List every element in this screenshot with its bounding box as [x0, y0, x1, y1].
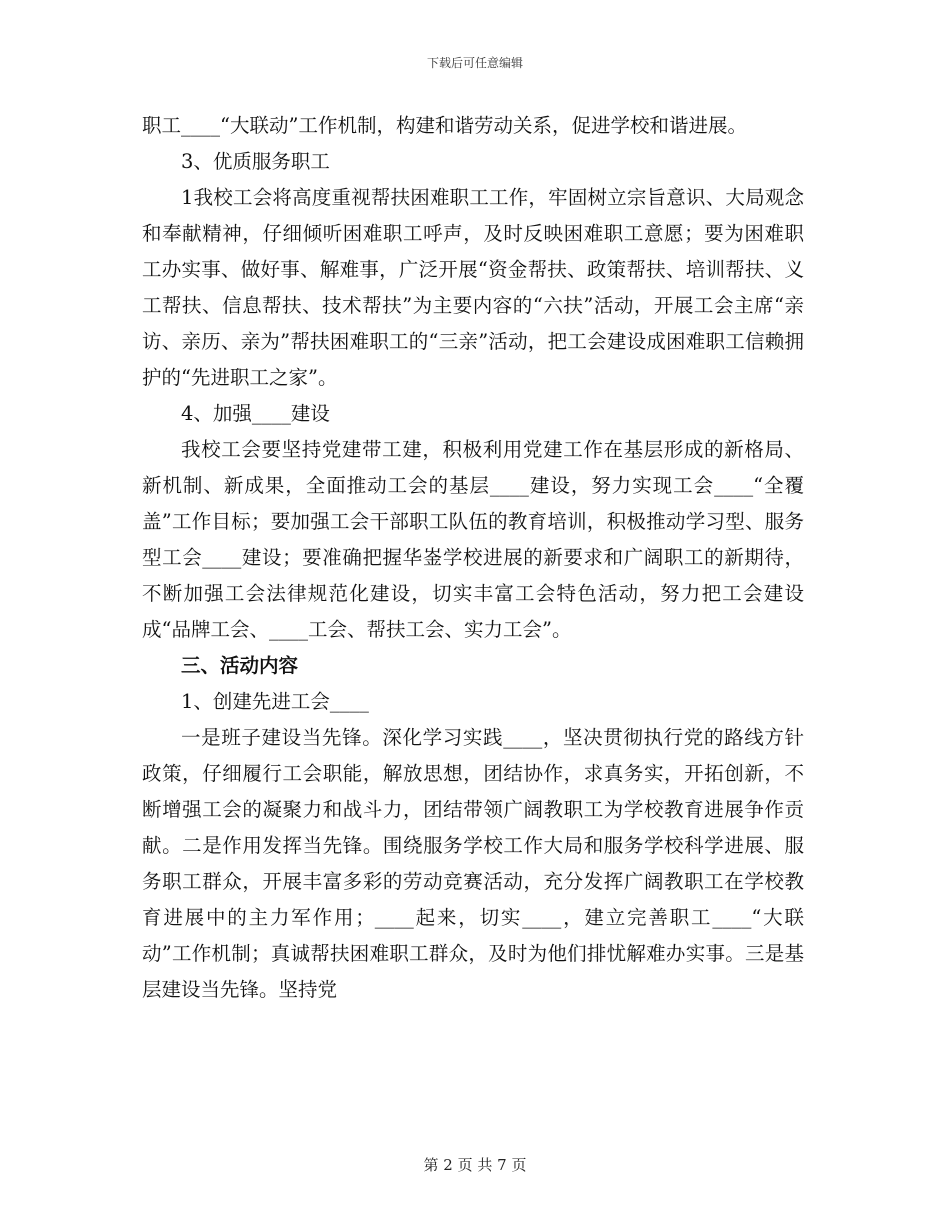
page-number-footer: 第 2 页 共 7 页	[423, 1156, 527, 1174]
paragraph-assistance: 1我校工会将高度重视帮扶困难职工工作，牢固树立宗旨意识、大局观念和奉献精神，仔细倾听困难职工呼声，及时反映困难职工意愿；要为困难职工办实事、做好事、解难事，广泛开展“资金帮扶、政策帮扶、培训帮扶、义工帮扶、信息帮扶、技术帮扶”为主要内容的“六扶”活动，开展工会主席“亲访、亲历、亲为”帮扶困难职工的“三亲”活动，把工会建设成困难职工信赖拥护的“先进职工之家”。	[142, 186, 804, 389]
document-body	[142, 108, 804, 1008]
paragraph-vanguard: 一是班子建设当先锋。深化学习实践____，坚决贯彻执行党的路线方针政策，仔细履行工会职能，解放思想，团结协作，求真务实，开拓创新，不断增强工会的凝聚力和战斗力，团结带领广阔教职工为学校教育进展争作贡献。二是作用发挥当先锋。围绕服务学校工作大局和服务学校科学进展、服务职工群众，开展丰富多彩的劳动竞赛活动，充分发挥广阔教职工在学校教育进展中的主力军作用；____起来，切实____，建立完善职工____“大联动”工作机制；真诚帮扶困难职工群众，及时为他们排忧解难办实事。三是基层建设当先锋。坚持党	[142, 726, 804, 1001]
paragraph-construction: 我校工会要坚持党建带工建，积极利用党建工作在基层形成的新格局、新机制、新成果，全面推动工会的基层____建设，努力实现工会____“全覆盖”工作目标；要加强工会干部职工队伍的教育培训，积极推动学习型、服务型工会____建设；要准确把握华崟学校进展的新要求和广阔职工的新期待，不断加强工会法律规范化建设，切实丰富工会特色活动，努力把工会建设成“品牌工会、____工会、帮扶工会、实力工会”。	[142, 438, 804, 641]
subheading-create-advanced-union: 1、创建先进工会____	[181, 690, 369, 713]
section-heading-quality-service: 3、优质服务职工	[181, 150, 330, 173]
section-heading-strengthen: 4、加强____建设	[181, 402, 330, 425]
section-heading-activities: 三、活动内容	[181, 654, 299, 677]
page-header-note: 下载后可任意编辑	[426, 56, 523, 70]
paragraph-continuation: 职工____“大联动”工作机制，构建和谐劳动关系，促进学校和谐进展。	[142, 114, 747, 137]
